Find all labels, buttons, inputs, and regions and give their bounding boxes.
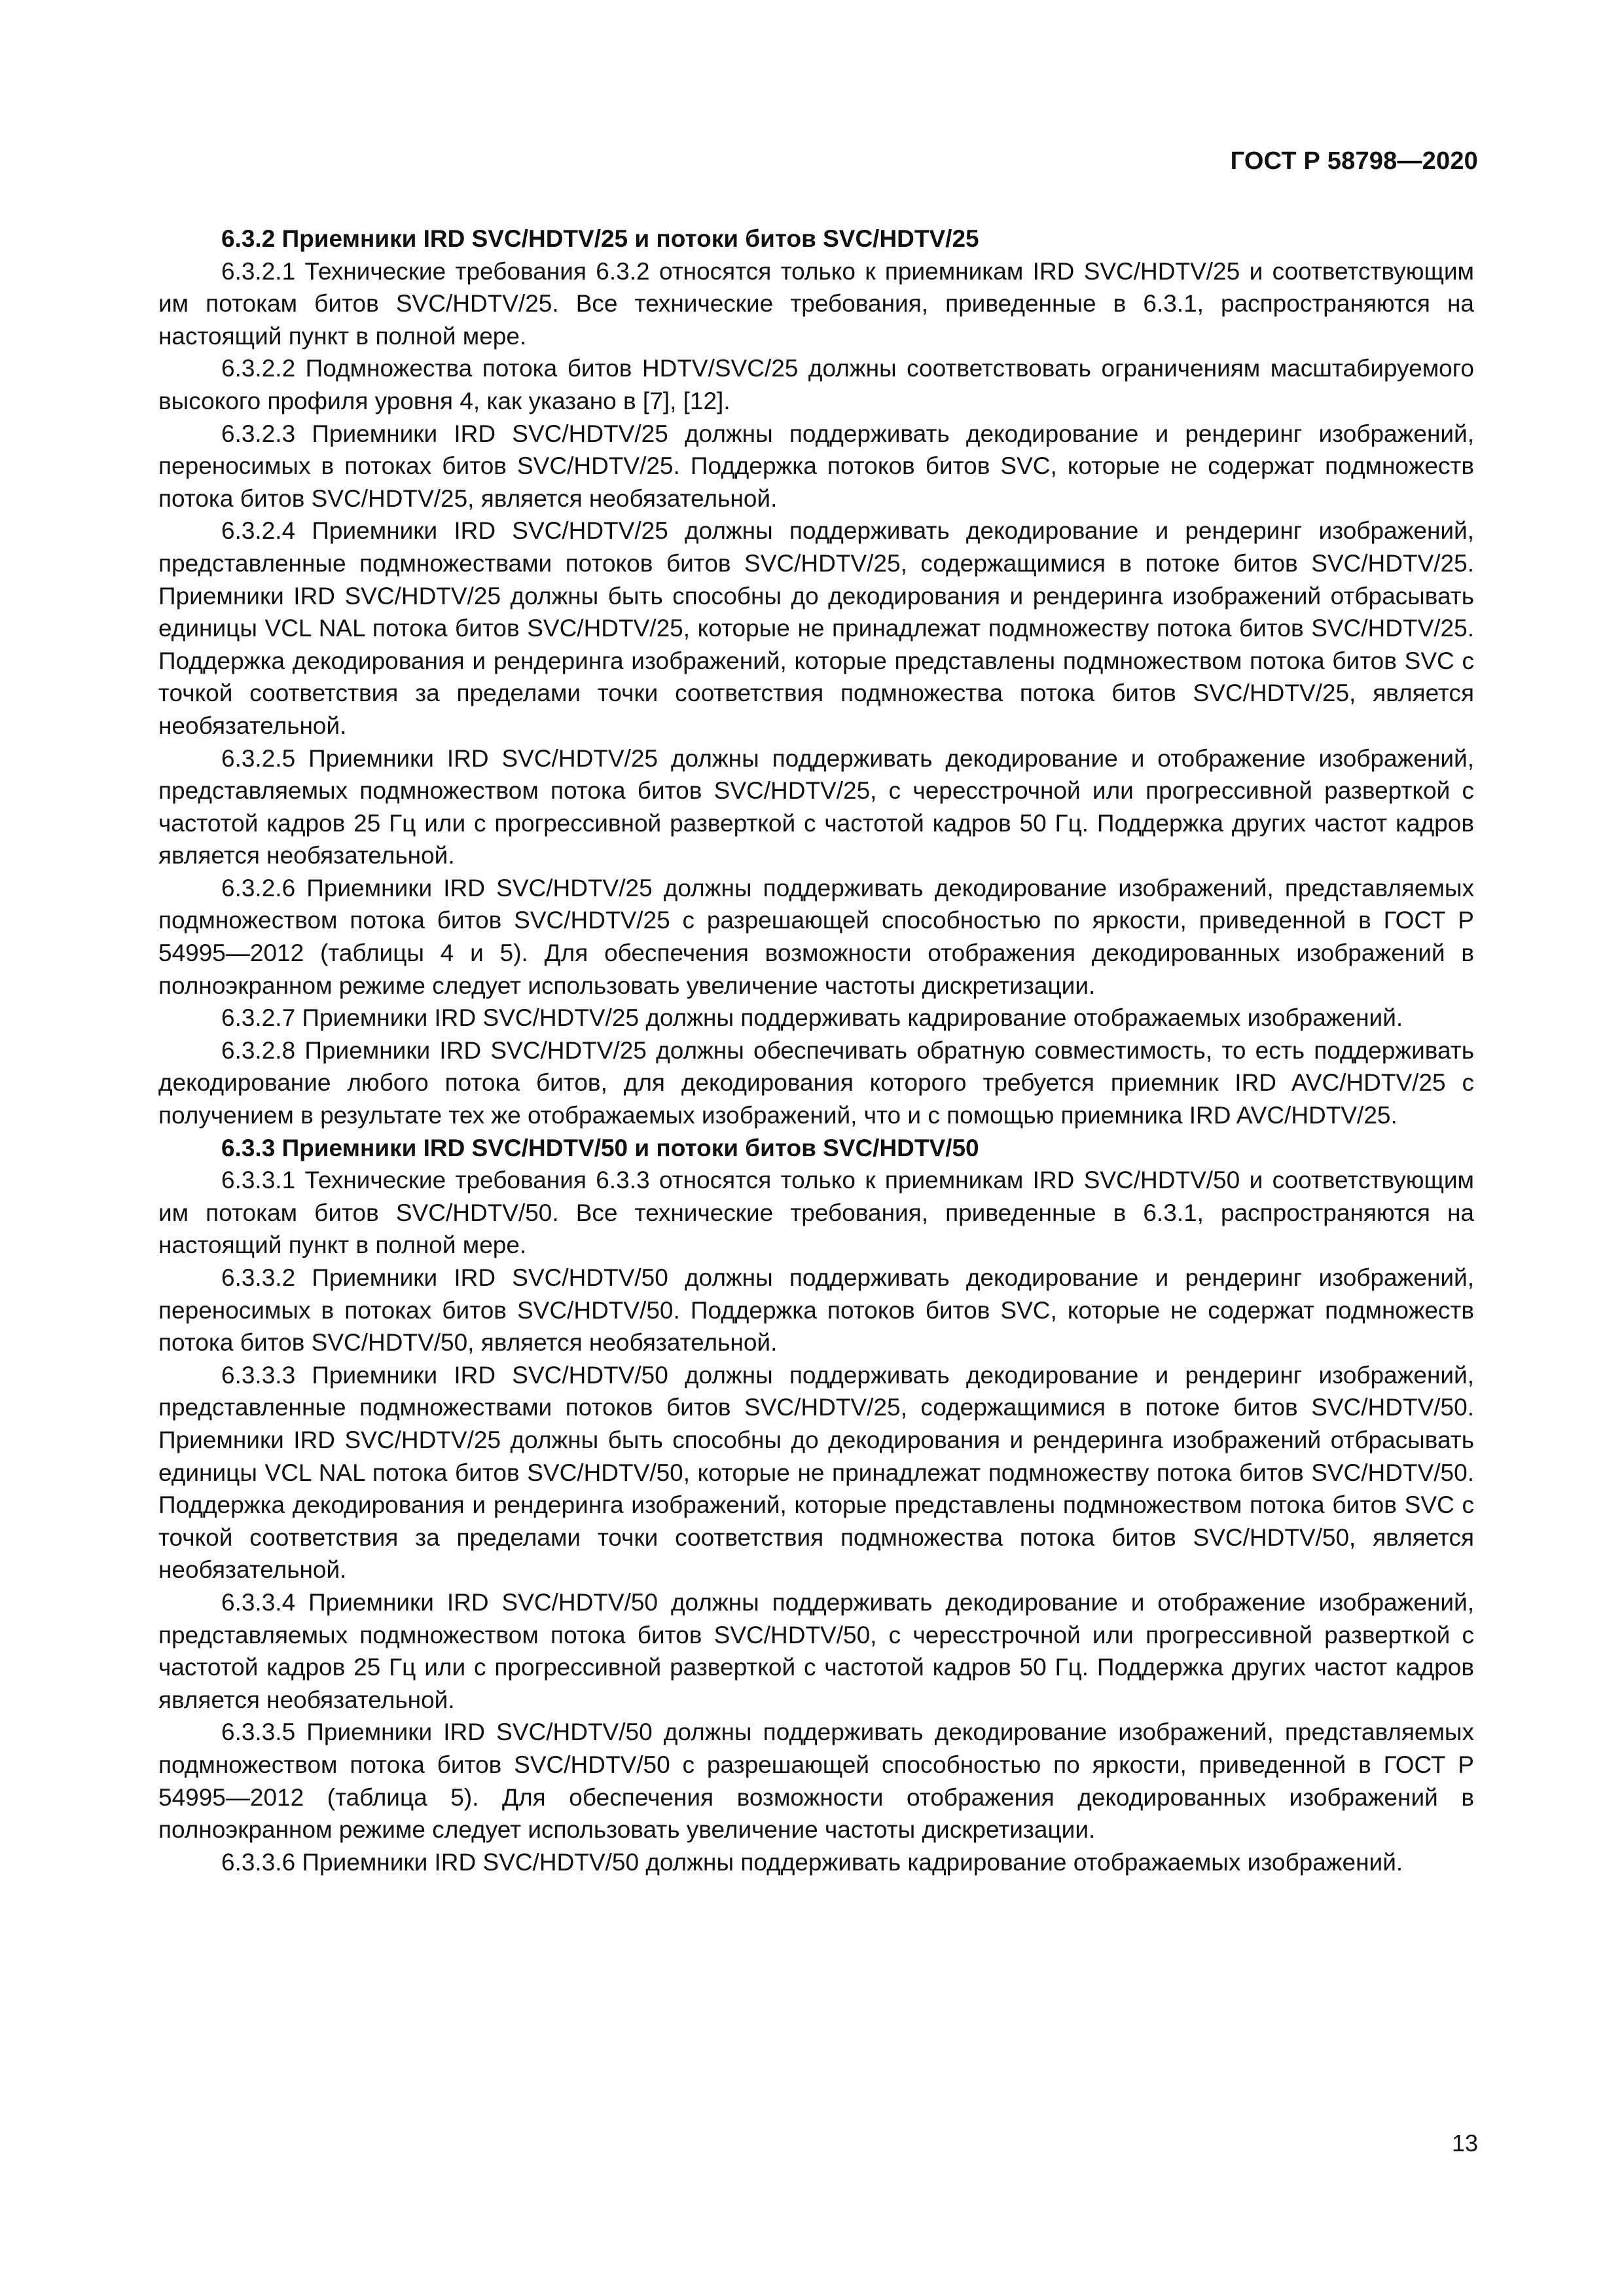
- paragraph: 6.3.2.2 Подмножества потока битов HDTV/SVC/25 должны соответствовать ограничениям масштабируемого высокого профиля уровня 4, как указано в [7], [12].: [158, 355, 1474, 414]
- paragraph: 6.3.2.1 Технические требования 6.3.2 относятся только к приемникам IRD SVC/HDTV/25 и соответствующим им потокам битов SVC/HDTV/25. Все технические требования, приведенные в 6.3.1, распространяются на настоящий пункт в полной мере.: [158, 257, 1474, 350]
- paragraph: 6.3.2.3 Приемники IRD SVC/HDTV/25 должны поддерживать декодирование и рендеринг изображений, переносимых в потоках битов SVC/HDTV/25. Поддержка потоков битов SVC, которые не содержат подмножеств потока битов SVC/HDTV/25, является необязательной.: [158, 420, 1474, 512]
- paragraph: 6.3.3.3 Приемники IRD SVC/HDTV/50 должны поддерживать декодирование и рендеринг изображений, представленные подмножествами потоков битов SVC/HDTV/25, содержащимися в потоке битов SVC/HDTV/50. Приемники IRD SVC/HDTV/25 должны быть способны до декодирования и рендеринга изображений отбрасывать единицы VCL NAL потока битов SVC/HDTV/50, которые не принадлежат подмножеству потока битов SVC/HDTV/50. Поддержка декодирования и рендеринга изображений, которые представлены подмножеством потока битов SVC с точкой соответствия за пределами точки соответствия подмножества потока битов SVC/HDTV/50, является необязательной.: [158, 1361, 1474, 1584]
- document-header: ГОСТ Р 58798—2020: [1230, 147, 1478, 175]
- paragraph: 6.3.3.2 Приемники IRD SVC/HDTV/50 должны поддерживать декодирование и рендеринг изображений, переносимых в потоках битов SVC/HDTV/50. Поддержка потоков битов SVC, которые не содержат подмножеств потока битов SVC/HDTV/50, является необязательной.: [158, 1264, 1474, 1357]
- paragraph: 6.3.2.7 Приемники IRD SVC/HDTV/25 должны поддерживать кадрирование отображаемых изображений.: [221, 1004, 1403, 1032]
- document-body: [158, 223, 1474, 1878]
- paragraph: 6.3.2.5 Приемники IRD SVC/HDTV/25 должны поддерживать декодирование и отображение изображений, представляемых подмножеством потока битов SVC/HDTV/25, с чересстрочной или прогрессивной разверткой с частотой кадров 25 Гц или с прогрессивной разверткой с частотой кадров 50 Гц. Поддержка других частот кадров является необязательной.: [158, 744, 1474, 869]
- paragraph: 6.3.3.4 Приемники IRD SVC/HDTV/50 должны поддерживать декодирование и отображение изображений, представляемых подмножеством потока битов SVC/HDTV/50, с чересстрочной или прогрессивной разверткой с частотой кадров 25 Гц или с прогрессивной разверткой с частотой кадров 50 Гц. Поддержка других частот кадров является необязательной.: [158, 1588, 1474, 1713]
- paragraph: 6.3.3.5 Приемники IRD SVC/HDTV/50 должны поддерживать декодирование изображений, представляемых подмножеством потока битов SVC/HDTV/50 с разрешающей способностью по яркости, приведенной в ГОСТ Р 54995—2012 (таблица 5). Для обеспечения возможности отображения декодированных изображений в полноэкранном режиме следует использовать увеличение частоты дискретизации.: [158, 1719, 1474, 1844]
- page-number: 13: [1451, 2130, 1478, 2157]
- paragraph: 6.3.2.4 Приемники IRD SVC/HDTV/25 должны поддерживать декодирование и рендеринг изображений, представленные подмножествами потоков битов SVC/HDTV/25, содержащимися в потоке битов SVC/HDTV/25. Приемники IRD SVC/HDTV/25 должны быть способны до декодирования и рендеринга изображений отбрасывать единицы VCL NAL потока битов SVC/HDTV/25, которые не принадлежат подмножеству потока битов SVC/HDTV/25. Поддержка декодирования и рендеринга изображений, которые представлены подмножеством потока битов SVC с точкой соответствия за пределами точки соответствия подмножества потока битов SVC/HDTV/25, является необязательной.: [158, 517, 1474, 739]
- section-heading: 6.3.2 Приемники IRD SVC/HDTV/25 и потоки битов SVC/HDTV/25: [221, 225, 979, 252]
- section-heading: 6.3.3 Приемники IRD SVC/HDTV/50 и потоки битов SVC/HDTV/50: [221, 1134, 979, 1161]
- paragraph: 6.3.3.1 Технические требования 6.3.3 относятся только к приемникам IRD SVC/HDTV/50 и соответствующим им потокам битов SVC/HDTV/50. Все технические требования, приведенные в 6.3.1, распространяются на настоящий пункт в полной мере.: [158, 1167, 1474, 1259]
- paragraph: 6.3.2.6 Приемники IRD SVC/HDTV/25 должны поддерживать декодирование изображений, представляемых подмножеством потока битов SVC/HDTV/25 с разрешающей способностью по яркости, приведенной в ГОСТ Р 54995—2012 (таблицы 4 и 5). Для обеспечения возможности отображения декодированных изображений в полноэкранном режиме следует использовать увеличение частоты дискретизации.: [158, 874, 1474, 999]
- paragraph: 6.3.3.6 Приемники IRD SVC/HDTV/50 должны поддерживать кадрирование отображаемых изображений.: [221, 1848, 1403, 1876]
- paragraph: 6.3.2.8 Приемники IRD SVC/HDTV/25 должны обеспечивать обратную совместимость, то есть поддерживать декодирование любого потока битов, для декодирования которого требуется приемник IRD AVC/HDTV/25 с получением в результате тех же отображаемых изображений, что и с помощью приемника IRD AVC/HDTV/25.: [158, 1036, 1474, 1129]
